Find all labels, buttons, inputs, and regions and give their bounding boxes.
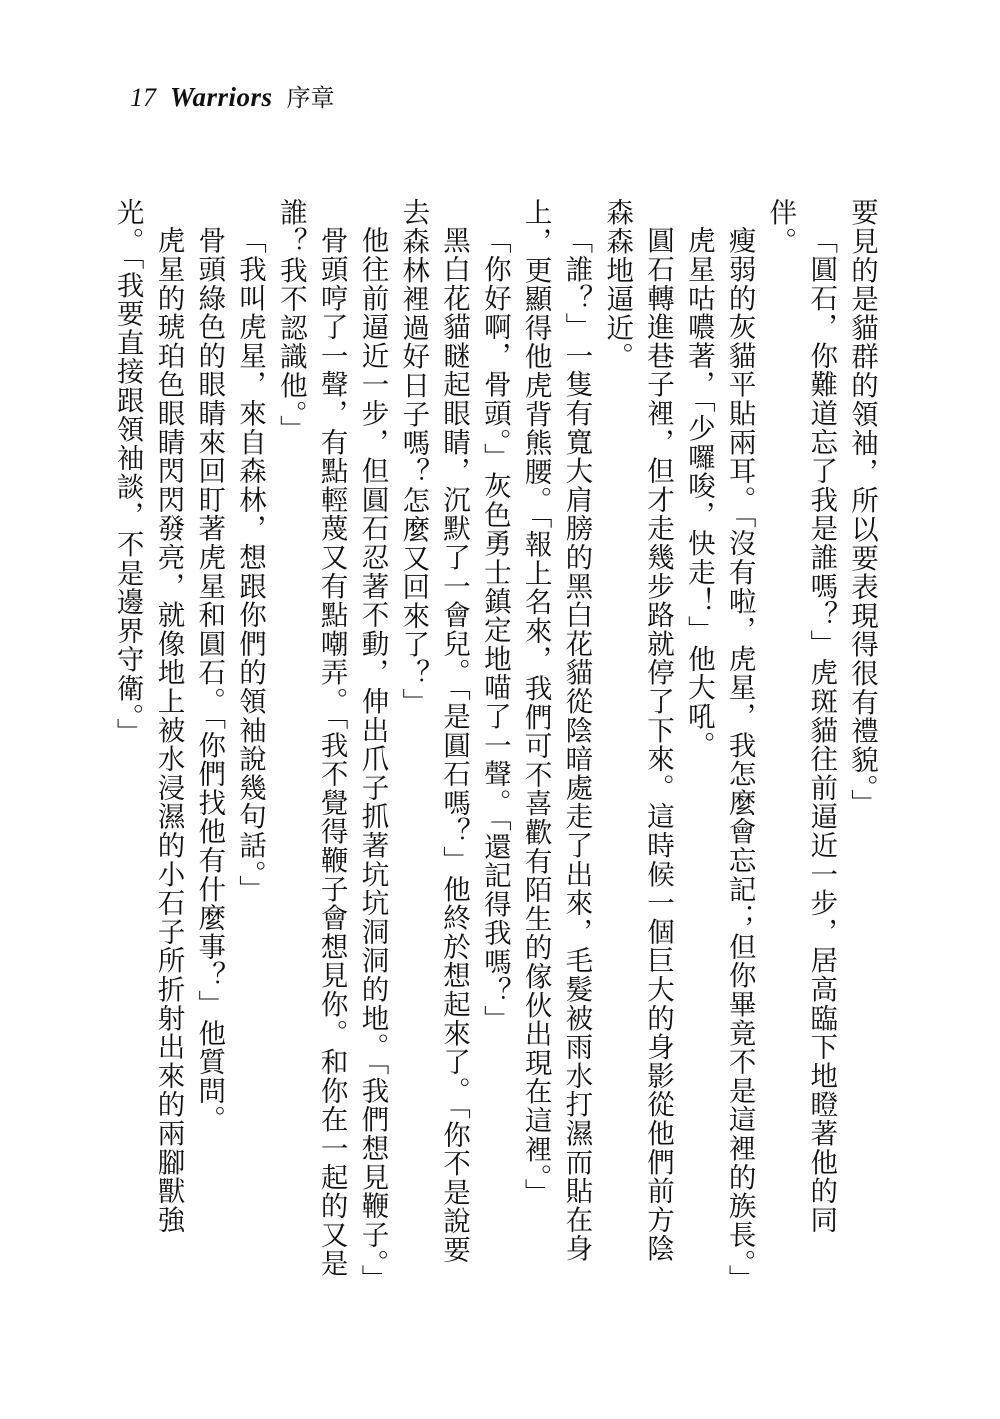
series-logo: Warriors: [170, 82, 273, 112]
paragraph: 「我叫虎星，來自森林，想跟你們的領袖說幾句話。」: [234, 225, 267, 903]
body-text: [111, 198, 882, 1293]
paragraph: 骨頭綠色的眼睛來回盯著虎星和圓石。「你們找他有什麼事？」他質問。: [193, 225, 226, 1134]
paragraph: 「誰？」一隻有寬大肩膀的黑白花貓從陰暗處走了出來，毛髮被雨水打濕而貼在身上，更顯得他虎背熊腰。「報上名來，我們可不喜歡有陌生的傢伙出現在這裡。」: [519, 198, 593, 1263]
paragraph: 瘦弱的灰貓平貼兩耳。「沒有啦，虎星，我怎麼會忘記；但你畢竟不是這裡的族長。」: [723, 225, 756, 1293]
page-number: 17: [130, 83, 156, 112]
chapter-title: 序章: [286, 84, 335, 112]
paragraph: 虎星咕噥著，「少囉唆，快走！」他大吼。: [682, 225, 715, 759]
paragraph: 黑白花貓瞇起眼睛，沉默了一會兒。「是圓石嗎？」他終於想起來了。「你不是說要去森林裡過好日子嗎？怎麼又回來了？」: [397, 198, 471, 1264]
paragraph: 「你好啊，骨頭。」灰色勇士鎮定地喵了一聲。「還記得我嗎？」: [478, 225, 511, 1034]
page-header: [130, 78, 335, 118]
paragraph: 要見的是貓群的領袖，所以要表現得很有禮貌。」: [846, 198, 878, 818]
paragraph: 圓石轉進巷子裡，但才走幾步路就停了下來。這時候一個巨大的身影從他們前方陰森森地逼近。: [601, 198, 675, 1263]
paragraph: 他往前逼近一步，但圓石忍著不動，伸出爪子抓著坑坑洞洞的地。「我們想見鞭子。」: [356, 225, 389, 1293]
paragraph: 虎星的琥珀色眼睛閃閃發亮，就像地上被水浸濕的小石子所折射出來的兩腳獸強光。「我要直接跟領袖談，不是邊界守衛。」: [111, 198, 185, 1234]
paragraph: 骨頭哼了一聲，有點輕蔑又有點嘲弄。「我不覺得鞭子會想見你。和你在一起的又是誰？我不認識他。」: [274, 198, 348, 1278]
paragraph: 「圓石，你難道忘了我是誰嗎？」虎斑貓往前逼近一步，居高臨下地瞪著他的同伴。: [764, 198, 838, 1234]
